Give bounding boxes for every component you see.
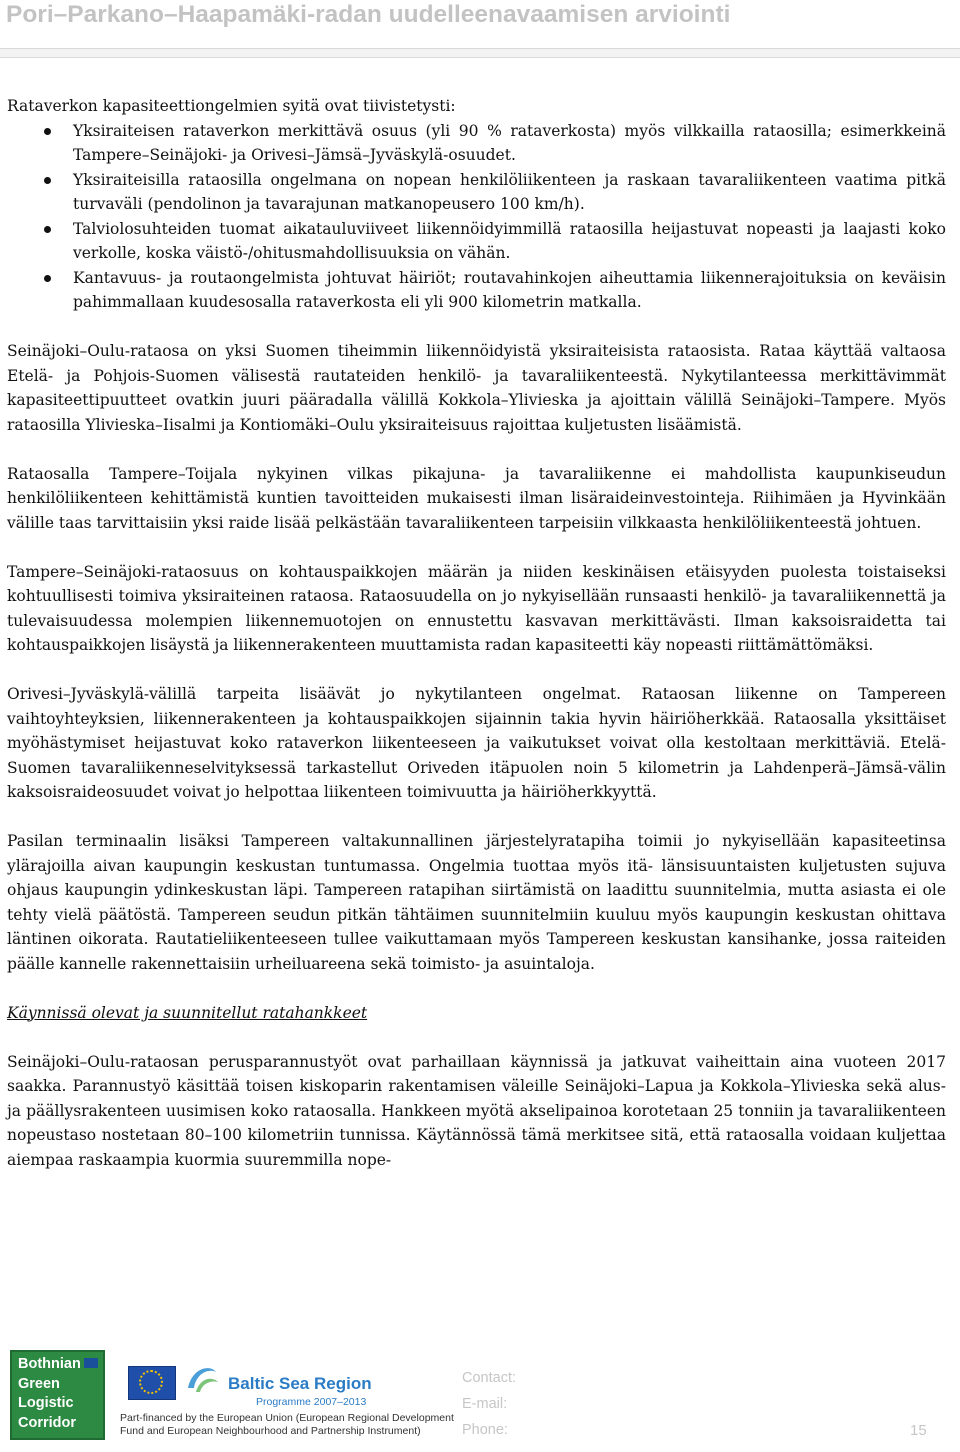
bsr-name: Baltic Sea Region: [228, 1374, 372, 1393]
email-label: E-mail:: [462, 1396, 508, 1412]
document-body: [7, 94, 946, 1172]
bullet-icon: [44, 275, 51, 282]
page-number: 15: [910, 1422, 927, 1439]
bullet-item: [7, 119, 946, 168]
bullet-item: [7, 168, 946, 217]
paragraph: Pasilan terminaalin lisäksi Tampereen valtakunnallinen järjestelyratapiha toimii jo nykyisellään kapasiteetinsa ylärajoilla aivan kaupungin keskustan tuntumassa. Ongelmia tuottaa myös itä- länsisuuntaisten kuljetusten sujuva ohjaus kaupungin ydinkeskustan läpi. Tampereen ratapihan siirtämistä on laadittu suunnitelmia, mutta asiasta ei ole tehty vielä päätöstä. Tampereen seudun pitkän tähtäimen suunnitelmiin kuuluu myös kaupungin keskustan ohittava läntinen oikorata. Rautatieliikenteeseen tullee vaikuttamaan myös Tampereen keskustan kansihanke, jossa raiteiden päälle kannelle rakennettaisiin urheiluareena sekä toimisto- ja asuintaloja.: [7, 832, 946, 973]
funding-line: Part-financed by the European Union (European Regional Development: [120, 1412, 454, 1424]
bullet-icon: [44, 128, 51, 135]
bullet-text: Kantavuus- ja routaongelmista johtuvat häiriöt; routavahinkojen aiheuttamia liikennerajoituksia on keväisin pahimmallaan kuudesosalla rataverkosta eli yli 900 kilometrin matkalla.: [73, 268, 946, 311]
header-divider: [0, 48, 960, 58]
section-heading: Käynnissä olevat ja suunnitellut ratahankkeet: [7, 1003, 368, 1022]
bullet-item: [7, 217, 946, 266]
bullet-list: [7, 119, 946, 315]
paragraph: Tampere–Seinäjoki-rataosuus on kohtauspaikkojen määrän ja niiden keskinäisen etäisyyden puolesta toistaiseksi kohtuullisesti toimiva yksiraiteinen rataosa. Rataosuudella on jo nykyisellään runsaasti henkilö- ja tavaraliikennettä ja tulevaisuudessa molempien liikennemuotojen on ennustettu kasvavan merkittävästi. Ilman kaksoisraidetta tai kohtauspaikkojen lisäystä ja liikennerakenteen muuttamista radan kapasiteetti käy nopeasti riittämättömäksi.: [7, 562, 946, 654]
bullet-text: Yksiraiteisen rataverkon merkittävä osuus (yli 90 % rataverkosta) myös vilkkailla rataosilla; esimerkkeinä Tampere–Seinäjoki- ja Orivesi–Jämsä–Jyväskylä-osuudet.: [73, 121, 946, 164]
baltic-sea-region-logo: [120, 1356, 454, 1440]
logo-line: Green: [18, 1375, 60, 1392]
phone-label: Phone:: [462, 1422, 508, 1438]
logo-line: Logistic: [18, 1395, 74, 1411]
contact-label: Contact:: [462, 1370, 516, 1386]
bothnian-green-logistic-corridor-logo: [10, 1350, 105, 1440]
eu-flag-icon: [128, 1366, 176, 1400]
intro-text: Rataverkon kapasiteettiongelmien syitä ovat tiivistetysti:: [7, 97, 456, 115]
bullet-item: [7, 266, 946, 315]
bullet-text: Talviolosuhteiden tuomat aikatauluviiveet liikennöidyimmillä rataosilla heijastuvat nopeasti ja laajasti koko verkolle, koska väistö-/ohitusmahdollisuuksia on vähän.: [73, 219, 946, 262]
bullet-text: Yksiraiteisilla rataosilla ongelmana on nopean henkilöliikenteen ja raskaan tavaraliikenteen vaatima pitkä turvaväli (pendolinon ja tavarajunan matkanopeusero 100 km/h).: [73, 170, 946, 213]
bsr-funding-text: [120, 1412, 454, 1438]
section-paragraph: Seinäjoki–Oulu-rataosan perusparannustyöt ovat parhaillaan käynnissä ja jatkuvat vaiheittain aina vuoteen 2017 saakka. Parannustyö käsittää toisen kiskoparin rakentamisen väleille Seinäjoki–Lapua ja Kokkola–Ylivieska sekä alus- ja päällysrakenteen uusimisen koko rataosalla. Hankkeen myötä akselipainoa korotetaan 25 tonniin ja tavaraliikenteen nopeustaso nostetaan 80–100 kilometriin tunnissa. Käytännössä tämä merkitsee sitä, että rataosalla voidaan kuljettaa aiempaa raskaampia kuormia suuremmilla nope-: [7, 1052, 946, 1169]
page-header-title: Pori–Parkano–Haapamäki-radan uudelleenavaamisen arviointi: [6, 1, 731, 28]
page-footer: [0, 1338, 960, 1452]
logo-line: Bothnian: [18, 1356, 81, 1372]
bsr-programme: Programme 2007–2013: [256, 1396, 367, 1408]
logo-line: Corridor: [18, 1414, 76, 1431]
paragraph: Seinäjoki–Oulu-rataosa on yksi Suomen tiheimmin liikennöidyistä yksiraiteisista rataosista. Rataa käyttää valtaosa Etelä- ja Pohjois-Suomen välisestä rautateiden henkilö- ja tavaraliikenteestä. Nykytilanteessa merkittävimmät kapasiteettipuutteet ovatkin juuri pääradalla välillä Kokkola–Ylivieska ja ajoittain välillä Seinäjoki–Tampere. Myös rataosilla Ylivieska–Iisalmi ja Kontiomäki–Oulu yksiraiteisuus rajoittaa kuljetusten lisäämistä.: [7, 342, 946, 434]
flag-icon: [84, 1358, 98, 1368]
bullet-icon: [44, 226, 51, 233]
paragraph: Orivesi–Jyväskylä-välillä tarpeita lisäävät jo nykytilanteen ongelmat. Rataosan liikenne on Tampereen vaihtoyhteyksien, liikennerakenteen ja kohtauspaikkojen sijainnin takia hyvin häiriöherkkää. Rataosalla yksittäiset myöhästymiset heijastuvat koko rataverkon liikenteeseen ja vaikutukset voivat olla kestoltaan merkittäviä. Etelä-Suomen tavaraliikenneselvityksessä tarkastellut Oriveden itäpuolen noin 5 kilometrin ja Lahdenperä–Jämsä-välin kaksoisraideosuudet voivat jo helpottaa liikenteen toimivuutta ja häiriöherkkyyttä.: [7, 685, 946, 801]
paragraph: Rataosalla Tampere–Toijala nykyinen vilkas pikajuna- ja tavaraliikenne ei mahdollista kaupunkiseudun henkilöliikenteen kehittämistä kuntien tavoitteiden mukaisesti ilman lisäraideinvestointeja. Riihimäen ja Hyvinkään välille taas tarvittaisiin yksi raide lisää pelkästään tavaraliikenteen tarpeisiin vilkkaasta henkilöliikenteestä johtuen.: [7, 464, 946, 532]
baltic-sea-swirl-icon: [182, 1358, 222, 1398]
funding-line: Fund and European Neighbourhood and Partnership Instrument): [120, 1425, 421, 1437]
bullet-icon: [44, 177, 51, 184]
